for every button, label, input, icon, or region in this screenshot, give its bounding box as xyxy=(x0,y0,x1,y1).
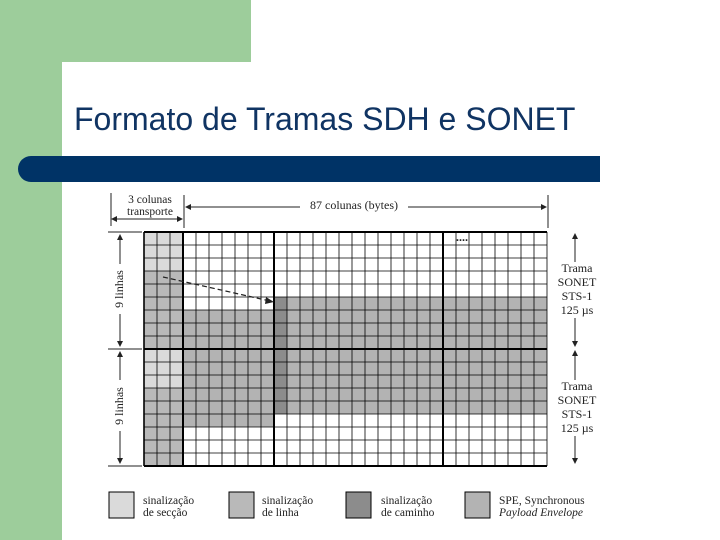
frame1-label-sonet: SONET xyxy=(557,275,597,289)
region-spe-4 xyxy=(183,310,274,427)
transport-columns-label-line2: transporte xyxy=(127,206,173,218)
frame1-label-duration: 125 µs xyxy=(560,303,594,317)
transport-arrow-left xyxy=(111,216,117,222)
legend xyxy=(109,492,585,519)
legend-spe-line2: Payload Envelope xyxy=(499,507,583,519)
frame1-label-trama: Trama xyxy=(561,261,593,275)
legend-path-line1: sinalização xyxy=(381,495,433,507)
ellipsis-marker: .... xyxy=(456,230,468,244)
frame1-arrow-top xyxy=(572,233,578,239)
frame2-label-trama: Trama xyxy=(561,379,593,393)
frame1-label-sts1: STS-1 xyxy=(561,289,593,303)
legend-swatch-spe xyxy=(465,492,490,518)
frame-grid xyxy=(144,232,547,466)
legend-line-line2: de linha xyxy=(262,507,299,519)
frame2-arrow-top xyxy=(572,350,578,356)
rows-arrow-1-top xyxy=(117,234,123,240)
legend-section-line1: sinalização xyxy=(143,495,195,507)
legend-swatch-section xyxy=(109,492,134,518)
region-spe-5 xyxy=(274,297,547,414)
frame2-arrow-bottom xyxy=(572,458,578,464)
region-path-6 xyxy=(274,297,287,414)
payload-arrow-left xyxy=(185,204,191,210)
transport-arrow-right xyxy=(177,216,183,222)
rows-arrow-2-bottom xyxy=(117,458,123,464)
spe-pointer-arrow xyxy=(265,297,274,304)
transport-columns-label-line1: 3 colunas xyxy=(128,194,172,206)
legend-path-line2: de caminho xyxy=(381,507,435,519)
legend-section-line2: de secção xyxy=(143,507,188,519)
payload-columns-label: 87 colunas (bytes) xyxy=(310,198,398,212)
frame2-label-sonet: SONET xyxy=(557,393,597,407)
frame2-label-sts1: STS-1 xyxy=(561,407,593,421)
region-section-2 xyxy=(144,349,183,388)
slide-title: Formato de Tramas SDH e SONET xyxy=(74,101,576,137)
rows-arrow-2-top xyxy=(117,351,123,357)
frame1-arrow-bottom xyxy=(572,341,578,347)
region-section-0 xyxy=(144,232,183,271)
legend-line-line1: sinalização xyxy=(262,495,314,507)
frame2-label-duration: 125 µs xyxy=(560,421,594,435)
legend-swatch-path xyxy=(346,492,371,518)
legend-spe-line1: SPE, Synchronous xyxy=(499,495,585,507)
legend-swatch-line xyxy=(229,492,254,518)
rows-label-frame1: 9 linhas xyxy=(112,270,126,308)
rows-arrow-1-bottom xyxy=(117,341,123,347)
payload-arrow-right xyxy=(541,204,547,210)
rows-label-frame2: 9 linhas xyxy=(112,387,126,425)
